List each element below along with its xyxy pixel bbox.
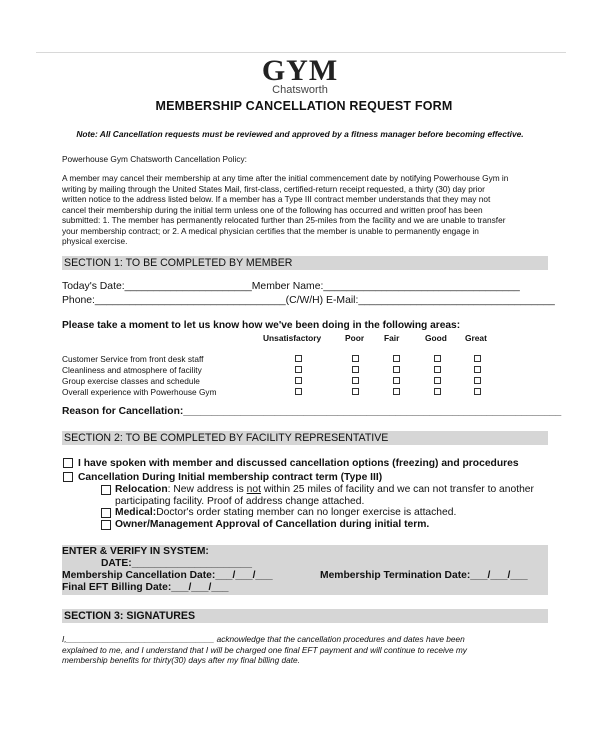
rating-checkbox-group-classes-fair[interactable] bbox=[393, 377, 400, 384]
owner-approval-checkbox[interactable] bbox=[101, 520, 111, 530]
relocation-checkbox[interactable] bbox=[101, 485, 111, 495]
rating-checkbox-customer-service-good[interactable] bbox=[434, 355, 441, 362]
rating-checkbox-cleanliness-poor[interactable] bbox=[352, 366, 359, 373]
cancellation-date-line[interactable]: Membership Cancellation Date:___/___/___ bbox=[62, 570, 273, 581]
rating-checkbox-group-classes-great[interactable] bbox=[474, 377, 481, 384]
initial-term-cancel-checkbox[interactable] bbox=[63, 472, 73, 482]
cancel-reason-line[interactable]: Reason for Cancellation:__________________________________________________________________ bbox=[62, 406, 562, 417]
owner-approval-label: Owner/Management Approval of Cancellation during initial term. bbox=[115, 519, 430, 530]
system-header: ENTER & VERIFY IN SYSTEM: bbox=[62, 546, 209, 557]
signature-line: I,________________________________ acknowledge that the cancellation procedures and dates have been bbox=[62, 634, 465, 644]
form-title: MEMBERSHIP CANCELLATION REQUEST FORM bbox=[155, 99, 453, 113]
system-date-line[interactable]: DATE:_____________________ bbox=[101, 558, 252, 569]
spoken-with-member-checkbox[interactable] bbox=[63, 458, 73, 468]
policy-line: writing by mailing through the United States Mail, first-class, certified-return receipt requested, a thirty (30) day prior bbox=[62, 183, 485, 194]
approval-note: Note: All Cancellation requests must be reviewed and approved by a fitness manager before becoming effective. bbox=[76, 129, 524, 139]
signature-acknowledgement[interactable] bbox=[62, 634, 542, 666]
rating-checkbox-cleanliness-unsatisfactory[interactable] bbox=[295, 366, 302, 373]
rating-unsatisfactory: Unsatisfactory bbox=[263, 333, 322, 343]
rating-poor: Poor bbox=[345, 333, 365, 343]
rating-checkbox-customer-service-great[interactable] bbox=[474, 355, 481, 362]
phone-email-line[interactable]: Phone:_________________________________(C/W/H) E-Mail:__________________________________ bbox=[62, 295, 555, 306]
policy-line: your membership contract; or 2. A medical physician certifies that the member is unable to permanently engage in bbox=[62, 225, 479, 236]
section3-header: SECTION 3: SIGNATURES bbox=[62, 609, 548, 623]
top-rule bbox=[36, 52, 566, 53]
section1-header: SECTION 1: TO BE COMPLETED BY MEMBER bbox=[62, 256, 548, 270]
rating-checkbox-overall-great[interactable] bbox=[474, 388, 481, 395]
rating-checkbox-cleanliness-great[interactable] bbox=[474, 366, 481, 373]
medical-text: Medical:Doctor's order stating member can no longer exercise is attached. bbox=[115, 507, 457, 518]
policy-line: cancel their membership during the initial term unless one of the following has occurred and written proof has been bbox=[62, 204, 483, 215]
area-cleanliness: Cleanliness and atmosphere of facility bbox=[62, 365, 202, 375]
rating-checkbox-group-classes-poor[interactable] bbox=[352, 377, 359, 384]
area-group-classes: Group exercise classes and schedule bbox=[62, 376, 200, 386]
signature-line: explained to me, and I understand that I will be charged one final EFT payment and will continue to receive my bbox=[62, 644, 467, 655]
initial-term-cancel-label: Cancellation During Initial membership contract term (Type III) bbox=[78, 472, 383, 483]
policy-text bbox=[62, 173, 550, 247]
rating-checkbox-overall-fair[interactable] bbox=[393, 388, 400, 395]
rating-checkbox-cleanliness-good[interactable] bbox=[434, 366, 441, 373]
rating-checkbox-customer-service-poor[interactable] bbox=[352, 355, 359, 362]
rating-checkbox-overall-good[interactable] bbox=[434, 388, 441, 395]
rating-checkbox-customer-service-unsatisfactory[interactable] bbox=[295, 355, 302, 362]
policy-line: submitted: 1. The member has permanently relocated further than 25-miles from the facility and we are unable to transfer bbox=[62, 215, 506, 225]
rating-checkbox-group-classes-unsatisfactory[interactable] bbox=[295, 377, 302, 384]
rating-fair: Fair bbox=[384, 333, 400, 343]
eft-billing-date-line[interactable]: Final EFT Billing Date:___/___/___ bbox=[62, 582, 229, 593]
rating-checkbox-overall-unsatisfactory[interactable] bbox=[295, 388, 302, 395]
policy-heading: Powerhouse Gym Chatsworth Cancellation Policy: bbox=[62, 154, 247, 164]
signature-line: membership benefits for thirty(30) days after my final billing date. bbox=[62, 655, 300, 665]
policy-line: A member may cancel their membership at any time after the initial commencement date by notifying Powerhouse Gym in bbox=[62, 173, 509, 183]
section2-header: SECTION 2: TO BE COMPLETED BY FACILITY REPRESENTATIVE bbox=[62, 431, 548, 445]
termination-date-line[interactable]: Membership Termination Date:___/___/___ bbox=[320, 570, 528, 581]
rating-great: Great bbox=[465, 333, 487, 343]
medical-checkbox[interactable] bbox=[101, 508, 111, 518]
policy-line: written notice to the address listed below. If a member has a Type III contract member understands that they may not bbox=[62, 194, 491, 204]
feedback-prompt: Please take a moment to let us know how we've been doing in the following areas: bbox=[62, 320, 461, 331]
rating-checkbox-customer-service-fair[interactable] bbox=[393, 355, 400, 362]
relocation-text-cont: participating facility. Proof of address change attached. bbox=[115, 496, 365, 507]
gym-logo: GYM bbox=[261, 54, 339, 87]
spoken-with-member-label: I have spoken with member and discussed cancellation options (freezing) and procedures bbox=[78, 458, 519, 469]
policy-line: physical exercise. bbox=[62, 236, 128, 246]
rating-good: Good bbox=[425, 333, 447, 343]
rating-checkbox-cleanliness-fair[interactable] bbox=[393, 366, 400, 373]
area-overall: Overall experience with Powerhouse Gym bbox=[62, 387, 217, 397]
relocation-text: Relocation: New address is not within 25 miles of facility and we can not transfer to another bbox=[115, 484, 534, 495]
rating-checkbox-group-classes-good[interactable] bbox=[434, 377, 441, 384]
gym-logo-location: Chatsworth bbox=[272, 84, 328, 96]
area-customer-service: Customer Service from front desk staff bbox=[62, 354, 204, 364]
date-name-line[interactable]: Today's Date:______________________Member Name:__________________________________ bbox=[62, 281, 520, 292]
rating-checkbox-overall-poor[interactable] bbox=[352, 388, 359, 395]
